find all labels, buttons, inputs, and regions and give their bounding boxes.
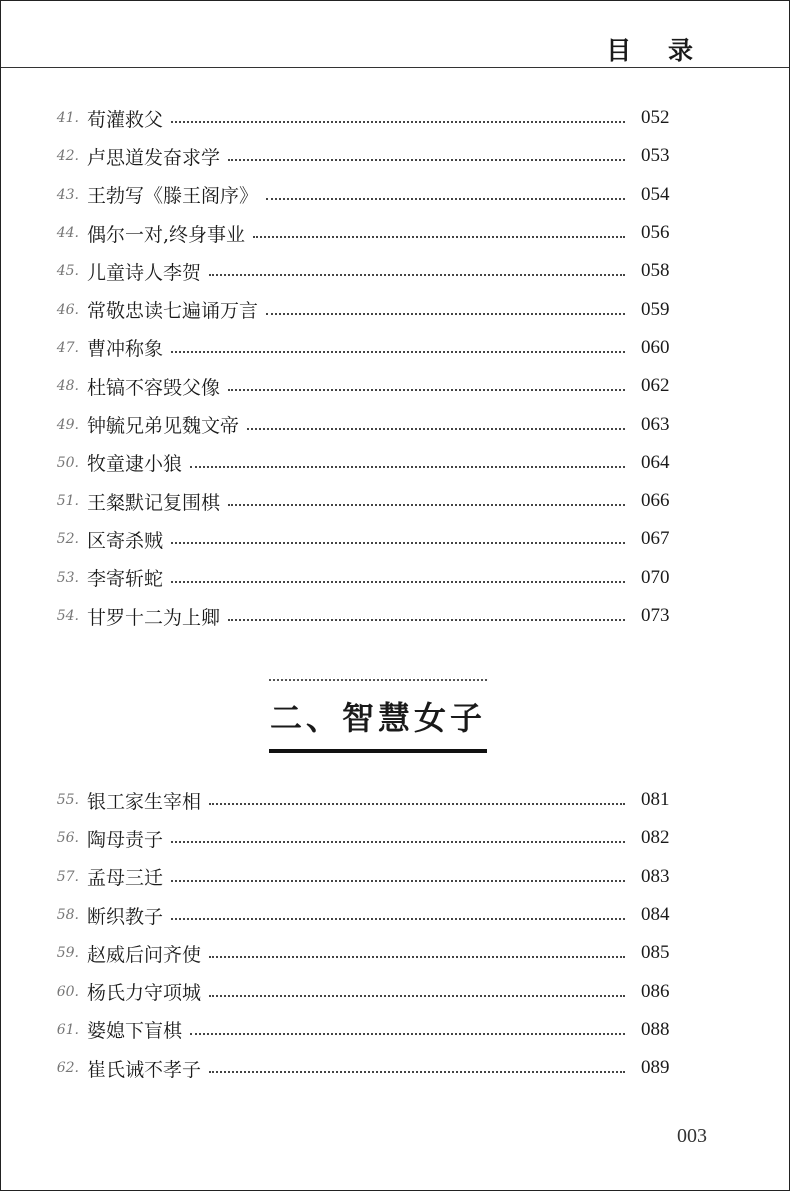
toc-entry-number: 50. [56, 454, 79, 471]
dot-leader [228, 389, 625, 391]
toc-entry-title: 儿童诗人李贺 [87, 261, 202, 284]
toc-entry-number: 61. [56, 1021, 79, 1038]
toc-entry-page: 083 [641, 865, 670, 887]
toc-entry-title: 崔氏诫不孝子 [87, 1058, 202, 1081]
toc-entry[interactable] [1, 444, 789, 482]
toc-entry-page: 082 [641, 827, 670, 849]
toc-list-part1 [1, 99, 789, 635]
toc-entry-number: 60. [56, 983, 79, 1000]
dot-leader [209, 1071, 625, 1073]
toc-entry-page: 088 [641, 1018, 670, 1040]
toc-entry-number: 49. [56, 416, 79, 433]
dot-leader [253, 236, 625, 238]
toc-entry-number: 62. [56, 1060, 79, 1077]
toc-entry-page: 058 [641, 260, 670, 282]
toc-entry-title: 钟毓兄弟见魏文帝 [87, 415, 240, 438]
toc-entry[interactable] [1, 781, 789, 819]
toc-entry-page: 053 [641, 145, 670, 167]
toc-entry[interactable] [1, 176, 789, 214]
toc-entry-page: 056 [641, 222, 670, 244]
header-rule [1, 67, 789, 68]
toc-entry[interactable] [1, 137, 789, 175]
toc-entry[interactable] [1, 896, 789, 934]
dot-leader [171, 880, 625, 882]
section-title: 二、智慧女子 [269, 699, 486, 737]
toc-entry[interactable] [1, 858, 789, 896]
section-dotted-rule [269, 679, 487, 681]
toc-entry[interactable] [1, 1049, 789, 1087]
toc-entry-title: 断织教子 [87, 905, 164, 928]
toc-entry-title: 孟母三迁 [87, 867, 164, 890]
toc-entry-page: 084 [641, 904, 670, 926]
toc-entry-number: 48. [56, 378, 79, 395]
toc-entry-title: 杜镐不容毁父像 [87, 376, 221, 399]
dot-leader [228, 619, 625, 621]
toc-entry-page: 060 [641, 336, 670, 358]
toc-entry-page: 073 [641, 605, 670, 626]
dot-leader [171, 918, 625, 920]
toc-entry[interactable] [1, 290, 789, 328]
toc-entry-page: 062 [641, 375, 670, 397]
toc-entry[interactable] [1, 934, 789, 972]
toc-entry-page: 086 [641, 980, 670, 1002]
toc-entry-title: 荀灌救父 [87, 108, 164, 131]
dot-leader [171, 121, 625, 123]
dot-leader [171, 351, 625, 353]
dot-leader [209, 803, 625, 805]
toc-entry-page: 054 [641, 183, 670, 205]
toc-entry[interactable] [1, 559, 789, 597]
toc-entry-title: 常敬忠读七遍诵万言 [87, 300, 259, 323]
toc-list-part2 [1, 781, 789, 1087]
dot-leader [190, 466, 625, 468]
toc-entry[interactable] [1, 367, 789, 405]
toc-entry[interactable] [1, 99, 789, 137]
dot-leader [171, 542, 625, 544]
toc-entry-number: 44. [56, 225, 79, 242]
toc-entry-title: 偶尔一对,终身事业 [87, 223, 246, 246]
toc-entry-title: 曹冲称象 [87, 338, 164, 361]
toc-entry[interactable] [1, 329, 789, 367]
toc-entry-page: 067 [641, 528, 670, 550]
toc-entry-title: 王粲默记复围棋 [87, 491, 221, 514]
dot-leader [228, 504, 625, 506]
section-underline [269, 749, 487, 753]
dot-leader [209, 995, 625, 997]
toc-entry-page: 066 [641, 490, 670, 512]
dot-leader [209, 274, 625, 276]
toc-entry-title: 牧童逮小狼 [87, 453, 183, 476]
toc-entry-number: 41. [56, 110, 79, 127]
toc-entry[interactable] [1, 1011, 789, 1049]
toc-entry-title: 李寄斩蛇 [87, 568, 164, 591]
toc-entry-number: 46. [56, 301, 79, 318]
toc-entry[interactable] [1, 482, 789, 520]
toc-entry-title: 甘罗十二为上卿 [87, 606, 221, 629]
dot-leader [266, 313, 625, 315]
page-header-title: 目 录 [606, 36, 707, 65]
toc-entry-number: 52. [56, 531, 79, 548]
dot-leader [171, 841, 625, 843]
toc-entry-title: 婆媳下盲棋 [87, 1020, 183, 1043]
toc-entry-number: 42. [56, 148, 79, 165]
toc-entry-page: 052 [641, 107, 670, 129]
toc-entry-title: 陶母责子 [87, 828, 164, 851]
toc-entry[interactable] [1, 819, 789, 857]
toc-entry-page: 070 [641, 566, 670, 588]
toc-entry-title: 银工家生宰相 [87, 790, 202, 813]
toc-entry-page: 064 [641, 451, 670, 473]
toc-entry[interactable] [1, 597, 789, 635]
dot-leader [190, 1033, 625, 1035]
toc-entry-number: 59. [56, 945, 79, 962]
toc-entry-number: 43. [56, 186, 79, 203]
dot-leader [247, 428, 625, 430]
dot-leader [228, 159, 625, 161]
toc-entry-number: 54. [56, 608, 79, 624]
toc-entry[interactable] [1, 252, 789, 290]
toc-entry-title: 王勃写《滕王阁序》 [87, 185, 259, 208]
toc-entry-title: 卢思道发奋求学 [87, 146, 221, 169]
toc-entry-title: 赵威后问齐使 [87, 943, 202, 966]
dot-leader [171, 581, 625, 583]
toc-entry-number: 56. [56, 830, 79, 847]
toc-entry-number: 45. [56, 263, 79, 280]
toc-entry-page: 063 [641, 413, 670, 435]
toc-entry-number: 57. [56, 868, 79, 885]
dot-leader [209, 956, 625, 958]
toc-entry[interactable] [1, 520, 789, 558]
page-number: 003 [677, 1125, 707, 1147]
toc-entry-page: 081 [641, 789, 670, 811]
toc-entry-title: 区寄杀贼 [87, 529, 164, 552]
toc-entry-page: 059 [641, 298, 670, 320]
dot-leader [266, 198, 625, 200]
toc-entry-number: 51. [56, 493, 79, 510]
toc-entry-page: 089 [641, 1057, 670, 1079]
toc-entry[interactable] [1, 972, 789, 1010]
toc-entry-number: 55. [56, 792, 79, 809]
toc-entry-number: 53. [56, 569, 79, 586]
toc-entry-page: 085 [641, 942, 670, 964]
toc-entry[interactable] [1, 405, 789, 443]
toc-entry-title: 杨氏力守项城 [87, 982, 202, 1005]
toc-entry[interactable] [1, 214, 789, 252]
toc-entry-number: 47. [56, 339, 79, 356]
section-heading [269, 679, 487, 753]
toc-entry-number: 58. [56, 907, 79, 924]
